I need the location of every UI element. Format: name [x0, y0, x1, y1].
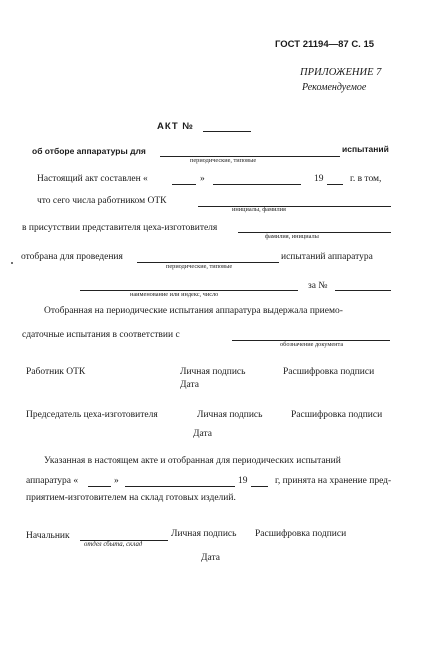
line3-hint: фамилия, инициалы: [265, 233, 319, 240]
worker-label: Работник ОТК: [26, 367, 86, 377]
storage-line2: аппаратура «: [26, 476, 79, 486]
act-number-line: [203, 131, 251, 132]
worker-signature: Личная подпись: [180, 367, 246, 377]
act-title: АКТ №: [157, 121, 194, 132]
month-line: [213, 184, 301, 185]
storage-line1: Указанная в настоящем акте и отобранная для периодических испытаний: [44, 456, 341, 466]
chairman-decoding: Расшифровка подписи: [291, 410, 383, 420]
line2-hint: инициалы, фамилия: [232, 206, 286, 213]
head-label: Начальник: [26, 531, 70, 541]
gost-header: ГОСТ 21194—87 С. 15: [275, 39, 375, 50]
storage-line2-right: г, принята на хранение пред-: [275, 476, 392, 486]
number-line: [335, 290, 391, 291]
storage-day-line: [88, 486, 111, 487]
day-line: [172, 184, 196, 185]
head-date: Дата: [201, 553, 220, 563]
head-hint: отдел сбыта, склад: [84, 541, 143, 548]
line1-right: г. в том,: [350, 174, 382, 184]
para2-line2: сдаточные испытания в соответствии с: [22, 330, 180, 340]
storage-line3: приятием-изготовителем на склад готовых изделий.: [26, 493, 236, 503]
storage-quote: »: [114, 476, 119, 486]
year-line: [327, 184, 343, 185]
line1-text: Настоящий акт составлен «: [37, 174, 148, 184]
line2-text: что сего числа работником ОТК: [37, 196, 167, 206]
line5-hint: наименование или индекс, число: [130, 291, 219, 298]
recommended-label: Рекомендуемое: [302, 82, 367, 93]
line4-text: отобрана для проведения: [21, 252, 123, 262]
line5-right: за №: [308, 281, 328, 291]
appendix-title: ПРИЛОЖЕНИЕ 7: [300, 67, 382, 78]
head-signature: Личная подпись: [171, 529, 237, 539]
line3-text: в присутствии представителя цеха-изготовителя: [22, 223, 218, 233]
para2-hint: обозначение документа: [280, 341, 344, 348]
head-decoding: Расшифровка подписи: [255, 529, 347, 539]
line1-quote: »: [200, 174, 205, 184]
worker-date: Дата: [180, 380, 199, 390]
line1-year: 19: [314, 174, 324, 184]
subject-hint: периодические, типовые: [190, 157, 257, 164]
chairman-signature: Личная подпись: [197, 410, 263, 420]
line4-hint: периодические, типовые: [166, 263, 233, 270]
storage-year: 19: [238, 476, 248, 486]
chairman-label: Председатель цеха-изготовителя: [26, 410, 158, 420]
line4-right: испытаний аппаратура: [281, 252, 373, 262]
storage-month-line: [125, 486, 235, 487]
storage-year-line: [251, 486, 268, 487]
para2-line1: Отобранная на периодические испытания аппаратура выдержала приемо-: [44, 306, 343, 316]
act-subject-suffix: испытаний: [342, 144, 389, 154]
chairman-date: Дата: [193, 429, 212, 439]
margin-dot: [11, 262, 13, 264]
inspector-line: [198, 206, 391, 207]
act-subject: об отборе аппаратуры для: [32, 146, 146, 156]
worker-decoding: Расшифровка подписи: [283, 367, 375, 377]
